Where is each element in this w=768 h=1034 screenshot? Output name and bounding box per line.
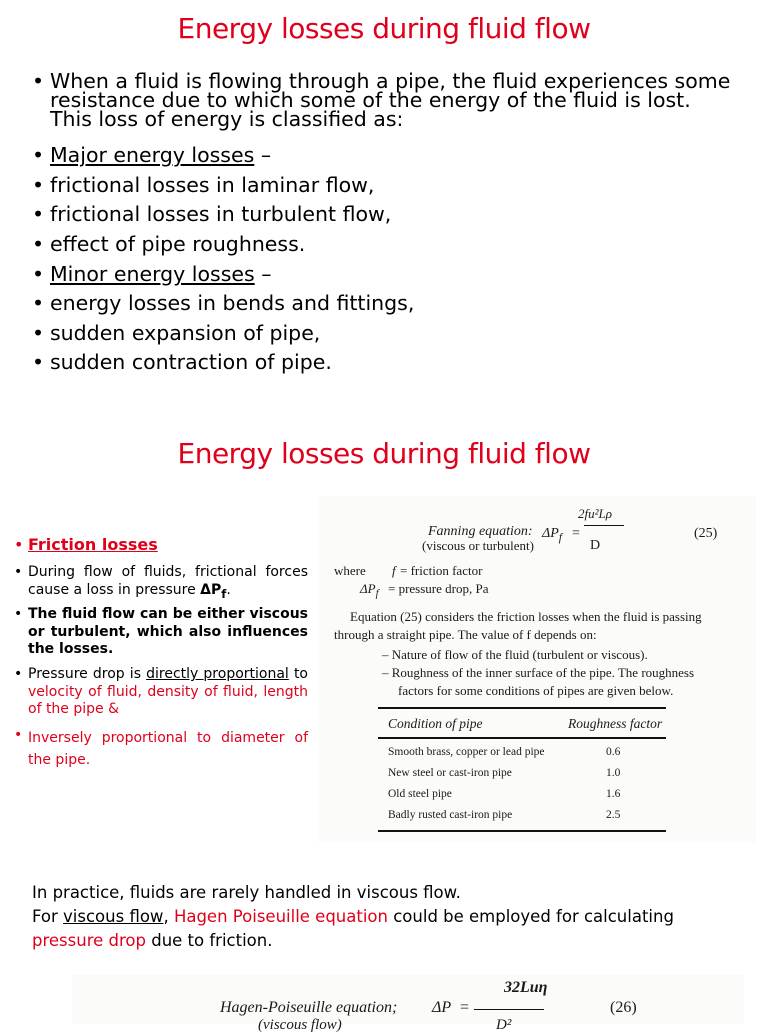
bullet-item: [32, 202, 738, 226]
bullet-intro-text: When a fluid is flowing through a pipe, the fluid experiences some resistance due to which some of the energy of the fluid is lost. This loss of energy is classified as:: [50, 69, 731, 131]
hp-sub-label: (viscous flow): [258, 1017, 342, 1033]
table-cell-condition: Old steel pipe: [388, 788, 452, 800]
fanning-sub: (viscous or turbulent): [422, 538, 534, 553]
b1-text: During flow of fluids, frictional forces cause a loss in pressure: [28, 564, 308, 598]
pressure-drop-line: pressure drop due to friction.: [32, 931, 273, 950]
hagen-poiseuille-formula: [72, 975, 744, 1033]
bullet-major: [32, 143, 738, 167]
table-cell-condition: Smooth brass, copper or lead pipe: [388, 746, 545, 758]
bullet-dot: •: [32, 350, 45, 374]
bullet-dot: •: [32, 321, 45, 345]
bullet-item: [32, 321, 738, 345]
fanning-numerator: 2fu²Lρ: [578, 506, 612, 521]
b1-symbol: ΔP: [200, 581, 222, 598]
hagen-poiseuille-term: Hagen Poiseuille equation: [173, 907, 388, 926]
eq-number-26: (26): [610, 999, 637, 1016]
para-line-2: through a straight pipe. The value of f depends on:: [334, 627, 597, 642]
bullet-viscous-turbulent: [14, 606, 308, 659]
bullet-dot: •: [32, 262, 45, 286]
hp-equals: =: [460, 999, 470, 1016]
item-line-2: – Roughness of the inner surface of the pipe. The roughness: [382, 665, 695, 680]
bullet-dot: •: [32, 291, 45, 315]
viscous-flow-line: For viscous flow, Hagen Poiseuille equation could be employed for calculating: [32, 907, 674, 926]
minor-losses-label: Minor energy losses: [50, 262, 255, 286]
hp-label: Hagen-Poiseuille equation;: [220, 999, 398, 1016]
item-line-3: factors for some conditions of pipes are given below.: [398, 683, 674, 698]
hp-denominator: D²: [496, 1017, 512, 1033]
hp-delta: ΔP: [432, 999, 452, 1016]
bullet-item: [32, 232, 738, 256]
table-cell-factor: 1.6: [606, 788, 621, 800]
bullet-dot: •: [32, 173, 45, 197]
bullet-text: energy losses in bends and fittings,: [50, 291, 415, 315]
pressure-drop-term: pressure drop: [32, 931, 146, 950]
slide2-title: Energy losses during fluid flow: [177, 437, 591, 470]
bullet-dot: •: [14, 535, 24, 554]
b2-text: The fluid flow can be either viscous or turbulent, which also influences the losses.: [28, 606, 308, 657]
table-header-condition: Condition of pipe: [388, 716, 483, 731]
table-cell-condition: New steel or cast-iron pipe: [388, 767, 512, 779]
f-definition: = friction factor: [400, 563, 483, 578]
bullet-friction-forces: [14, 564, 308, 603]
table-bottom-rule: [378, 830, 666, 832]
where-label: where: [334, 563, 366, 578]
bullet-dot: •: [14, 564, 23, 580]
fanning-delta: $\Delta P_f$: [542, 526, 563, 544]
bullet-text: frictional losses in laminar flow,: [50, 173, 375, 197]
bullet-text: sudden expansion of pipe,: [50, 321, 321, 345]
bullet-dot: •: [14, 666, 23, 682]
friction-heading: [14, 536, 308, 554]
table-cell-condition: Badly rusted cast-iron pipe: [388, 809, 513, 821]
bullet-item: [32, 173, 738, 197]
item-line-1: – Nature of flow of the fluid (turbulent or viscous).: [382, 647, 648, 662]
bullet-dot: •: [32, 143, 45, 167]
bullet-item: [32, 350, 738, 374]
table-header-roughness: Roughness factor: [568, 716, 663, 731]
b1-end: .: [226, 581, 231, 598]
b3-b: to: [288, 666, 308, 682]
scanned-excerpt: [318, 496, 756, 842]
b1-sub: f: [221, 586, 227, 601]
eq-number-25: (25): [694, 526, 718, 541]
bullet-text: frictional losses in turbulent flow,: [50, 202, 392, 226]
table-cell-factor: 2.5: [606, 809, 621, 821]
fanning-label: Fanning equation:: [428, 524, 533, 539]
dp-symbol: $\Delta P_f$: [360, 581, 379, 600]
bullet-dot: •: [32, 69, 45, 93]
slide1-title: Energy losses during fluid flow: [177, 12, 591, 45]
b4-text: Inversely proportional to diameter of the pipe.: [28, 730, 308, 768]
bullet-item: [32, 291, 738, 315]
friction-heading-text: Friction losses: [28, 535, 158, 554]
bullet-dot: •: [14, 606, 23, 622]
dp-definition: = pressure drop, Pa: [388, 581, 489, 596]
f-symbol: f: [392, 563, 396, 578]
practice-line: In practice, fluids are rarely handled in viscous flow.: [32, 883, 461, 902]
bullet-pressure-drop: [14, 666, 308, 719]
bullet-text: sudden contraction of pipe.: [50, 350, 332, 374]
minor-dash: –: [261, 262, 272, 286]
para-line-1: Equation (25) considers the friction losses when the fluid is passing: [350, 609, 702, 624]
fraction-bar: [584, 525, 624, 526]
major-losses-label: Major energy losses: [50, 143, 255, 167]
hp-numerator: 32Luη: [504, 979, 548, 996]
viscous-flow-term: viscous flow: [63, 907, 164, 926]
table-cell-factor: 1.0: [606, 767, 621, 779]
table-header-rule: [378, 737, 666, 739]
hp-fraction-bar: [474, 1009, 544, 1010]
b3-underlined: directly proportional: [146, 666, 289, 682]
b3-red: velocity of fluid, density of fluid, length of the pipe &: [28, 683, 308, 717]
major-dash: –: [260, 143, 272, 167]
bullet-dot: •: [32, 232, 45, 256]
bullet-dot: •: [32, 202, 45, 226]
bullet-dot: •: [14, 727, 23, 743]
bullet-intro: [32, 69, 738, 131]
bullet-minor: [32, 262, 738, 286]
fanning-equals: =: [572, 526, 580, 541]
b3-a: Pressure drop is: [28, 666, 147, 682]
bullet-inversely: [14, 727, 308, 771]
bullet-text: effect of pipe roughness.: [50, 232, 306, 256]
fanning-denominator: D: [590, 538, 601, 553]
table-top-rule: [378, 707, 666, 709]
table-cell-factor: 0.6: [606, 746, 621, 758]
